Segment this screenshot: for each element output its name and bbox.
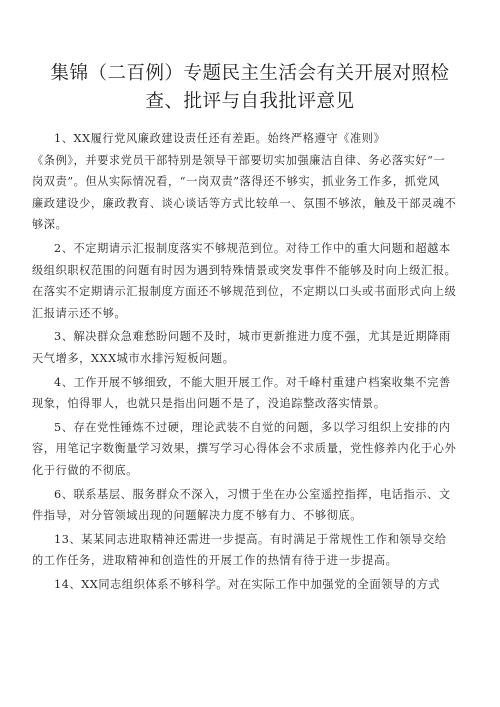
paragraph-14 [32, 574, 472, 596]
paragraph-line: 容，用笔记字数衡量学习效果，撰写学习心得体会不求质量，党性修养内化于心外 [32, 442, 457, 456]
paragraph-line: 4、工作开展不够细致，不能大胆开展工作。对千峰村重建户档案收集不完善 [54, 375, 451, 389]
paragraph-line: 5、存在党性锤炼不过硬，理论武装不自觉的问题，多以学习组织上安排的内 [54, 420, 451, 434]
paragraph-line: 级组织职权范围的问题有时因为遇到特殊情景或突发事件不能够及时向上级汇报。 [32, 263, 457, 277]
paragraph-13 [32, 529, 472, 572]
paragraph-line: 2、不定期请示汇报制度落实不够规范到位。对待工作中的重大问题和超越本 [54, 241, 451, 255]
paragraph-line: 天气增多，XXX城市水排污短板问题。 [32, 351, 235, 365]
document-body [32, 128, 472, 597]
paragraph-line: 的工作任务，进取精神和创造性的开展工作的热情有待于进一步提高。 [32, 554, 398, 568]
title-line-2: 查、批评与自我批评意见 [145, 91, 355, 112]
paragraph-line: 《条例》，并要求党员干部特别是领导干部要切实加强廉洁自律、务必落实好“一 [32, 153, 446, 167]
paragraph-line: 6、联系基层、服务群众不深入，习惯于坐在办公室遥控指挥，电话指示、文 [54, 487, 451, 501]
paragraph-line: 现象，怕得罪人，也就只是指出问题不是了，没追踪整改落实情景。 [32, 397, 386, 411]
paragraph-line: 13、某某同志进取精神还需进一步提高。有时满足于常规性工作和领导交给 [54, 532, 447, 546]
paragraph-line: 够深。 [32, 218, 68, 232]
paragraph-line: 14、XX同志组织体系不够科学。对在实际工作中加强党的全面领导的方式 [54, 577, 441, 591]
paragraph-5 [32, 417, 472, 482]
paragraph-line: 岗双责”。但从实际情况看，“一岗双责”落得还不够实，抓业务工作多，抓党风 [32, 175, 440, 189]
paragraph-line: 1、XX履行党风廉政建设责任还有差距。始终严格遵守《准则》 [54, 132, 386, 145]
paragraph-line: 化于行做的不彻底。 [32, 463, 139, 477]
paragraph-line: 在落实不定期请示汇报制度方面还不够规范到位，不定期以口头或书面形式向上级 [32, 285, 457, 299]
title-line-1: 集锦（二百例）专题民主生活会有关开展对照检 [50, 63, 450, 84]
paragraph-line: 汇报请示还不够。 [32, 306, 127, 320]
document-title [40, 60, 460, 116]
paragraph-1 [32, 128, 472, 236]
paragraph-4 [32, 372, 472, 415]
paragraph-3 [32, 326, 472, 369]
paragraph-6 [32, 484, 472, 527]
paragraph-2 [32, 238, 472, 324]
paragraph-line: 廉政建设少，廉政教育、谈心谈话等方式比较单一、氛围不够浓，触及干部灵魂不 [32, 196, 457, 210]
paragraph-line: 件指导，对分管领域出现的问题解决力度不够有力、不够彻底。 [32, 509, 363, 523]
paragraph-line: 3、解决群众急难愁盼问题不及时，城市更新推进力度不强，尤其是近期降雨 [54, 330, 451, 344]
